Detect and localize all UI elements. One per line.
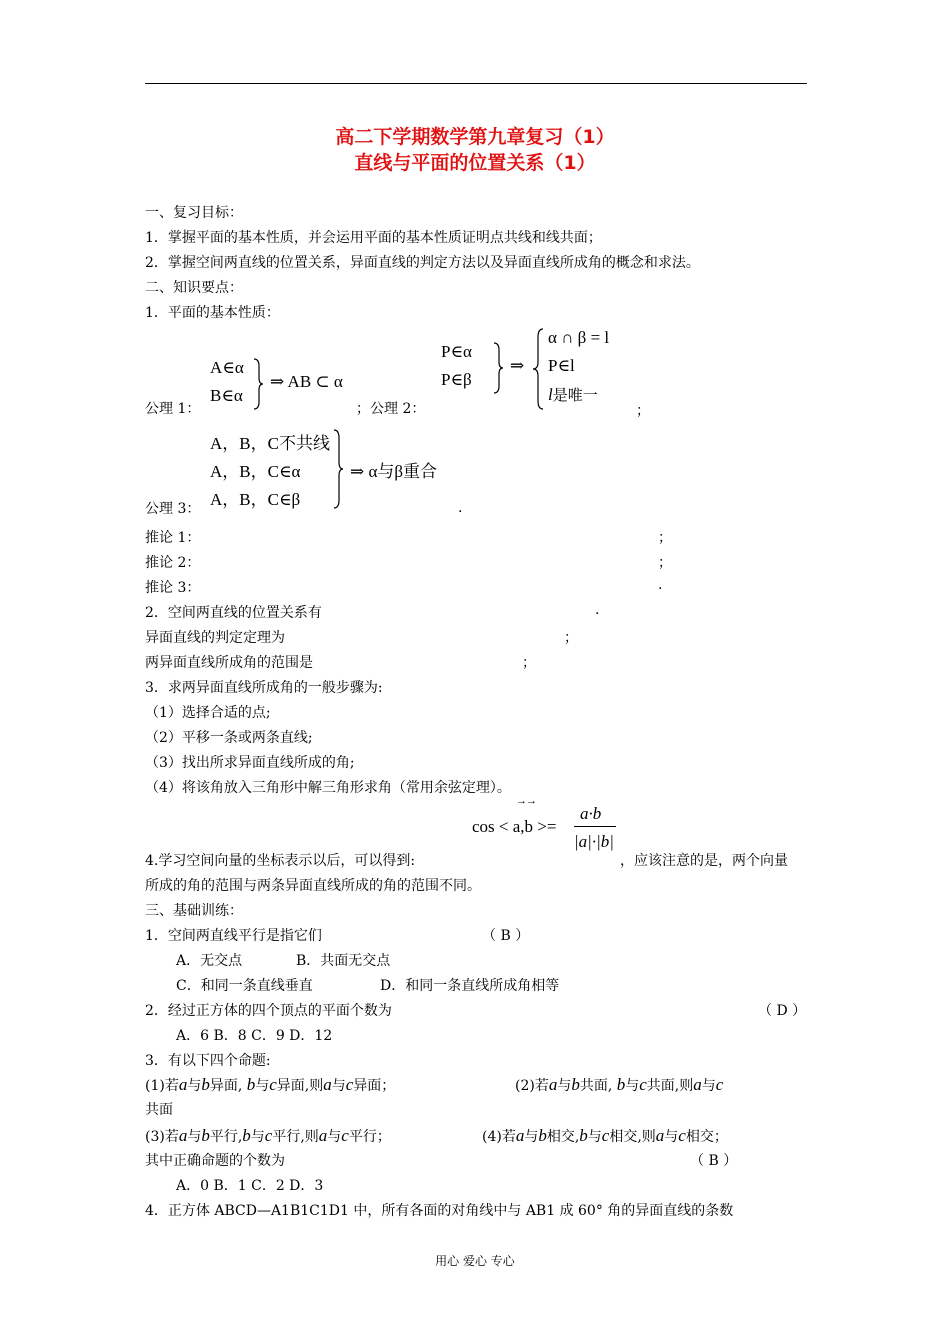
- proposition-2-wrap: 共面: [145, 1102, 173, 1118]
- goal-item-2: 2．掌握空间两直线的位置关系，异面直线的判定方法以及异面直线所成角的概念和求法。: [145, 255, 700, 271]
- axiom1-label: 公理 1：: [145, 401, 201, 417]
- skew-theorem: 异面直线的判定定理为: [145, 630, 285, 646]
- header-rule: [145, 83, 807, 84]
- knowledge-item-4-note: ，应该注意的是，两个向量: [620, 853, 788, 869]
- axiom2-premise-1: P∈α: [441, 342, 472, 361]
- corollary-3-end: .: [658, 577, 663, 593]
- axiom2-premise-2: P∈β: [441, 370, 472, 389]
- corollary-2-end: ；: [658, 555, 672, 571]
- axiom2-result-1: α ∩ β = l: [548, 328, 610, 347]
- skew-theorem-end: ；: [564, 630, 578, 646]
- cos-fraction-bar: [574, 826, 616, 827]
- axiom2-brace-left: [532, 328, 544, 410]
- knowledge-item-2-end: .: [595, 602, 600, 618]
- cos-formula-denominator: |a|·|b|: [574, 832, 614, 851]
- corollary-1-end: ；: [658, 530, 672, 546]
- question-1-option-b: B．共面无交点: [296, 953, 391, 969]
- question-3-options: A．0 B．1 C．2 D．3: [176, 1178, 324, 1194]
- axiom3-premise-3: A，B，C∈β: [210, 490, 301, 509]
- question-2: 2．经过正方体的四个顶点的平面个数为: [145, 1003, 392, 1019]
- cos-formula-numerator: a·b: [580, 804, 602, 823]
- title-line-1: 高二下学期数学第九章复习（1）: [335, 126, 615, 148]
- proposition-2: (2)若a与b共面, b与c共面,则a与c: [515, 1075, 724, 1094]
- axiom2-result-2: P∈l: [548, 356, 575, 375]
- corollary-2: 推论 2：: [145, 555, 201, 571]
- axiom3-premise-1: A，B，C不共线: [210, 434, 330, 453]
- corollary-1: 推论 1：: [145, 530, 201, 546]
- section-heading-knowledge: 二、知识要点：: [145, 280, 243, 296]
- skew-angle-range-end: ；: [522, 655, 536, 671]
- question-1-answer: （ B ）: [482, 928, 530, 944]
- step-1: （1）选择合适的点;: [145, 705, 271, 721]
- proposition-4: (4)若a与b相交,b与c相交,则a与c相交；: [482, 1126, 728, 1145]
- knowledge-item-2: 2．空间两直线的位置关系有: [145, 605, 322, 621]
- knowledge-item-4: 4.学习空间向量的坐标表示以后，可以得到:: [145, 853, 416, 869]
- question-4: 4．正方体 ABCD—A1B1C1D1 中，所有各面的对角线中与 AB1 成 60° 角的异面直线的条数: [145, 1203, 734, 1219]
- title-line-2: 直线与平面的位置关系（1）: [354, 152, 596, 174]
- page-footer: 用心 爱心 专心: [435, 1254, 515, 1268]
- knowledge-item-4-cont: 所成的角的范围与两条异面直线所成的角的范围不同。: [145, 878, 481, 894]
- section-heading-practice: 三、基础训练：: [145, 903, 243, 919]
- question-1-option-a: A．无交点: [176, 953, 243, 969]
- skew-angle-range: 两异面直线所成角的范围是: [145, 655, 313, 671]
- knowledge-item-1: 1．平面的基本性质：: [145, 305, 280, 321]
- corollary-3: 推论 3：: [145, 580, 201, 596]
- axiom3-result: ⇒ α与β重合: [350, 462, 438, 481]
- axiom2-result-3: l是唯一: [548, 385, 598, 404]
- question-3: 3．有以下四个命题:: [145, 1053, 271, 1069]
- step-3: （3）找出所求异面直线所成的角;: [145, 755, 355, 771]
- proposition-1: (1)若a与b异面, b与c异面,则a与c异面；: [145, 1075, 396, 1094]
- axiom3-end: .: [458, 500, 463, 516]
- axiom2-arrow: ⇒: [510, 356, 525, 375]
- axiom3-premise-2: A，B，C∈α: [210, 462, 301, 481]
- question-1-option-d: D．和同一条直线所成角相等: [380, 978, 560, 994]
- cos-vector-arrows: →→: [516, 795, 536, 807]
- axiom3-label: 公理 3：: [145, 501, 201, 517]
- question-3-count: 其中正确命题的个数为: [145, 1153, 285, 1169]
- axiom1-premise-2: B∈α: [210, 386, 243, 405]
- question-2-options: A．6 B．8 C．9 D．12: [176, 1028, 333, 1044]
- question-3-answer: （ B ）: [690, 1153, 738, 1169]
- question-1: 1．空间两直线平行是指它们: [145, 928, 322, 944]
- axiom1-premise-1: A∈α: [210, 358, 244, 377]
- axiom3-brace: [332, 429, 344, 509]
- axiom1-brace: [252, 358, 264, 410]
- goal-item-1: 1．掌握平面的基本性质，并会运用平面的基本性质证明点共线和线共面；: [145, 230, 602, 246]
- axiom2-label: ；公理 2：: [356, 401, 426, 417]
- question-2-answer: （ D ）: [758, 1003, 807, 1019]
- axiom2-end: ；: [636, 403, 650, 419]
- section-heading-goals: 一、复习目标：: [145, 205, 243, 221]
- knowledge-item-3: 3．求两异面直线所成角的一般步骤为:: [145, 680, 383, 696]
- question-1-option-c: C．和同一条直线垂直: [176, 978, 313, 994]
- step-4: （4）将该角放入三角形中解三角形求角（常用余弦定理）。: [145, 780, 511, 796]
- proposition-3: (3)若a与b平行,b与c平行,则a与c平行；: [145, 1126, 391, 1145]
- axiom2-brace-right: [492, 342, 504, 394]
- cos-formula-left: cos < a,b >=: [472, 817, 557, 836]
- step-2: （2）平移一条或两条直线;: [145, 730, 313, 746]
- axiom1-result: ⇒ AB ⊂ α: [270, 372, 343, 391]
